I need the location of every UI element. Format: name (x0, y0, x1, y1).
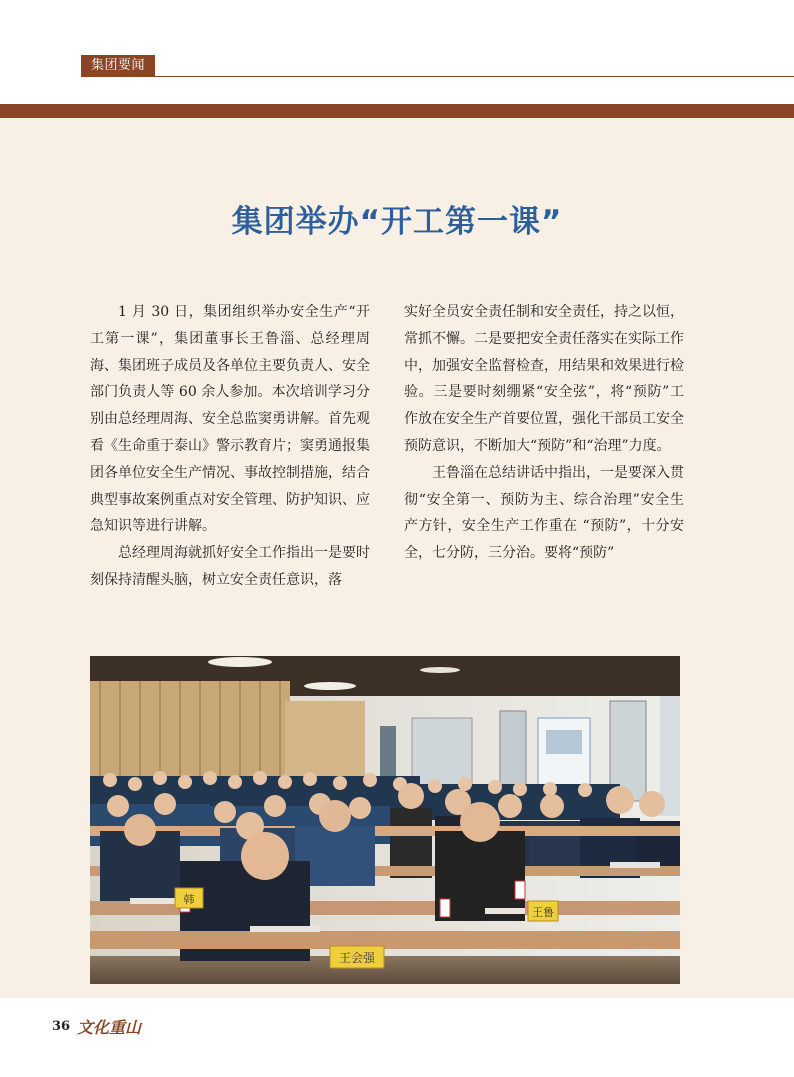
name-card-label: 韩 (183, 893, 195, 906)
meeting-photo (90, 656, 680, 984)
paragraph: 王鲁淄在总结讲话中指出，一是要深入贯彻“安全第一、预防为主、综合治理”安全生产方针，安全生产工作重在 “预防”，十分安全，七分防，三分治。要将“预防” (404, 464, 684, 562)
name-card-label: 王会强 (338, 951, 376, 965)
header-band (0, 0, 794, 104)
name-card-label: 王鲁 (532, 906, 554, 919)
paragraph: 1 月 30 日，集团组织举办安全生产“开工第一课”，集团董事长王鲁淄、总经理周海、集团班子成员及各单位主要负责人、安全部门负责人等 60 余人参加。本次培训学习分别由总经理周海、安全总监窦勇讲解。首先观看《生命重于泰山》警示教育片；窦勇通报集团各单位安全生产情况、事故控制措施，结合典型事故案例重点对安全管理、防护知识、应急知识等进行讲解。 (90, 304, 370, 535)
right-column (404, 299, 684, 567)
header-bar (0, 104, 794, 118)
header-rule (81, 76, 794, 77)
paragraph: 实好全员安全责任制和安全责任，持之以恒，常抓不懈。二是要把安全责任落实在实际工作中，加强安全监督检查，用结果和效果进行检验。三是要时刻绷紧“安全弦”，将“预防”工作放在安全生产首要位置，强化干部员工安全预防意识，不断加大“预防”和“治理”力度。 (404, 304, 684, 454)
section-tag: 集团要闻 (81, 55, 155, 76)
paragraph: 总经理周海就抓好安全工作指出一是要时刻保持清醒头脑，树立安全责任意识，落 (90, 545, 370, 588)
page-number: 36 (52, 1019, 71, 1034)
left-column (90, 299, 370, 594)
article-title: 集团举办“开工第一课” (231, 204, 563, 240)
magazine-name: 文化重山 (77, 1018, 142, 1037)
